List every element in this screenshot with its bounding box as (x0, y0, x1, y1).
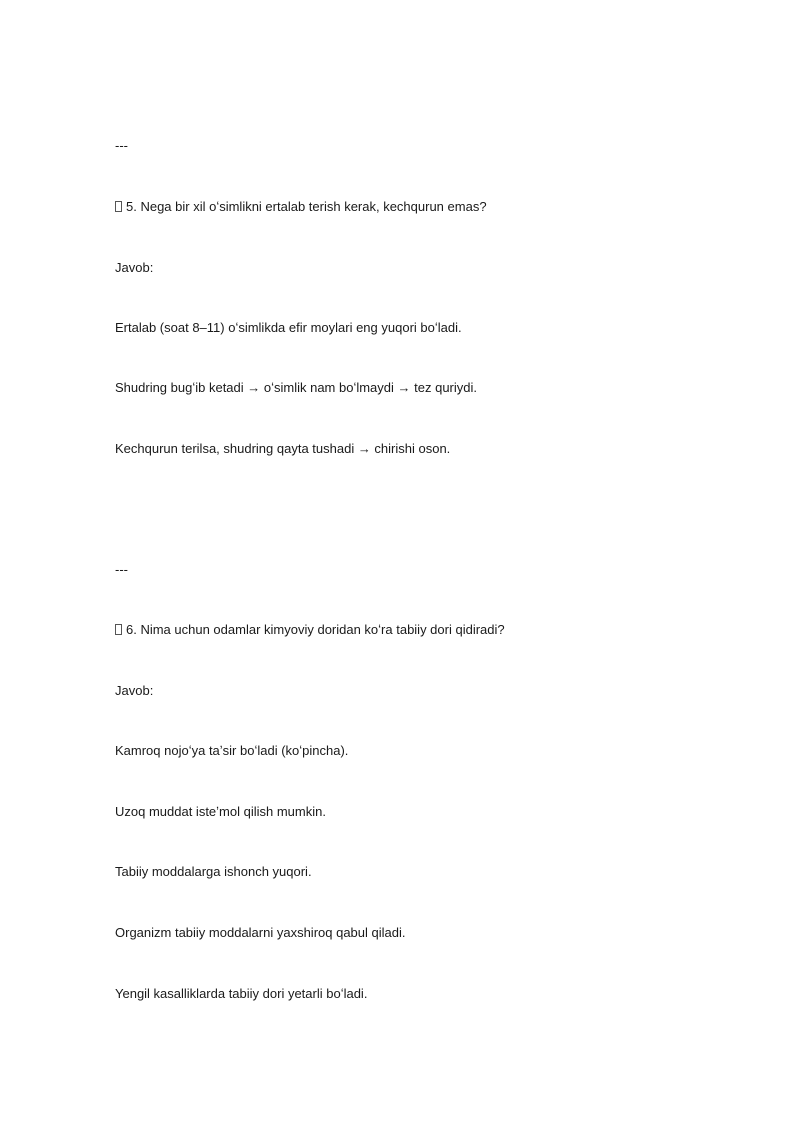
question-6-text: 6. Nima uchun odamlar kimyoviy doridan koʻra tabiiy dori qidiradi? (126, 622, 505, 637)
question-5 (115, 199, 487, 215)
answer-line: Kechqurun terilsa, shudring qayta tushadi → chirishi oson. (115, 441, 451, 456)
answer-line: Kamroq nojoʻya taʼsir boʻladi (koʻpincha). (115, 743, 349, 758)
answer-line: Organizm tabiiy moddalarni yaxshiroq qabul qiladi. (115, 925, 406, 940)
answer-label: Javob: (115, 683, 154, 698)
missing-glyph-icon (115, 624, 122, 635)
question-5-text: 5. Nega bir xil oʻsimlikni ertalab terish kerak, kechqurun emas? (126, 199, 487, 214)
answer-line: Ertalab (soat 8–11) oʻsimlikda efir moylari eng yuqori boʻladi. (115, 320, 462, 335)
question-6 (115, 622, 505, 638)
separator: --- (115, 138, 128, 153)
answer-line: Tabiiy moddalarga ishonch yuqori. (115, 864, 312, 879)
answer-label: Javob: (115, 260, 154, 275)
answer-line: Uzoq muddat isteʼmol qilish mumkin. (115, 804, 326, 819)
missing-glyph-icon (115, 201, 122, 212)
answer-line: Shudring bugʻib ketadi → oʻsimlik nam boʻlmaydi → tez quriydi. (115, 380, 477, 395)
separator: --- (115, 562, 128, 577)
answer-line: Yengil kasalliklarda tabiiy dori yetarli boʻladi. (115, 986, 368, 1001)
